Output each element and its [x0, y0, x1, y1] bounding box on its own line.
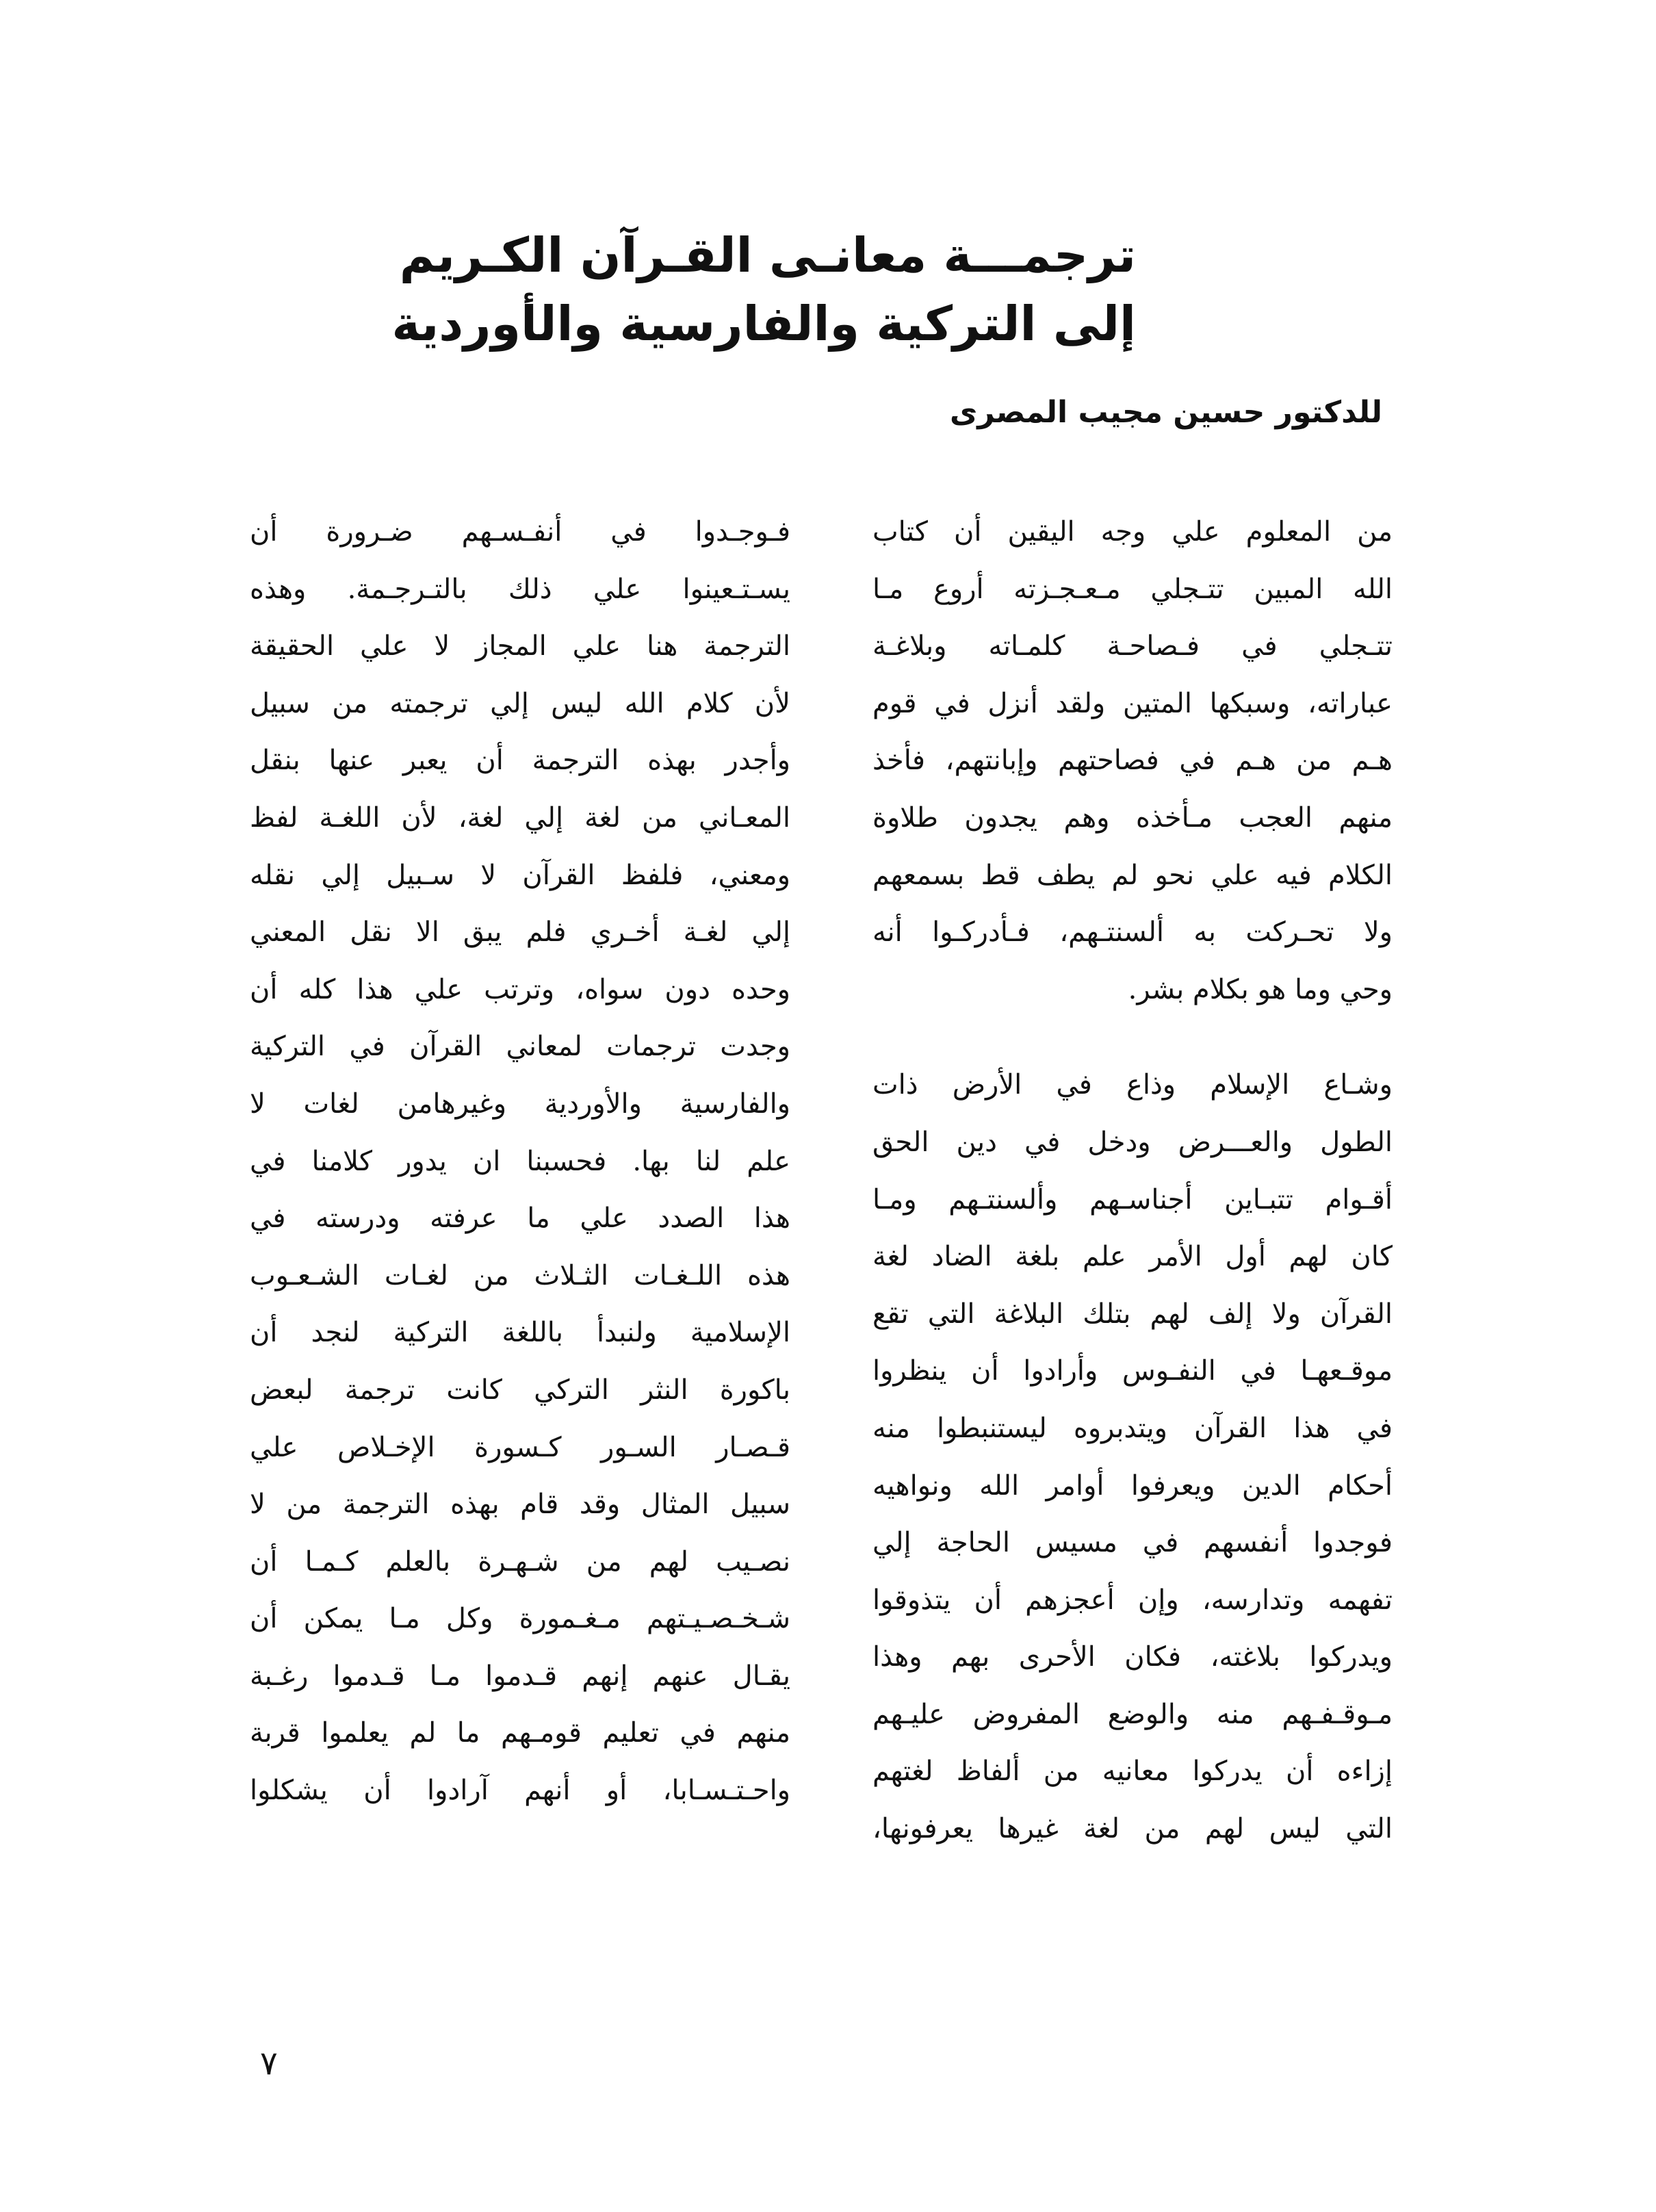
text-line: أحكام الدين ويعرفوا أوامر الله ونواهيه — [872, 1469, 1393, 1502]
text-line: في هذا القرآن ويتدبروه ليستنبطوا منه — [872, 1412, 1393, 1444]
text-line: التي ليس لهم من لغة غيرها يعرفونها، — [872, 1813, 1393, 1845]
text-line: واحـتـسـابا، أو أنهم آرادوا أن يشكلوا — [250, 1775, 790, 1807]
text-line: تتـجلي في فـصاحـة كلمـاته وبلاغـة — [872, 630, 1393, 663]
text-line: الطول والعـــرض ودخل في دين الحق — [872, 1126, 1393, 1158]
text-line: من المعلوم علي وجه اليقين أن كتاب — [872, 516, 1393, 548]
text-line: إلي لغـة أخـري فلم يبق الا نقل المعني — [250, 916, 790, 949]
text-line: سبيل المثال وقد قام بهذه الترجمة من لا — [250, 1489, 790, 1521]
text-line: إزاءه أن يدركوا معانيه من ألفاظ لغتهم — [872, 1756, 1393, 1788]
text-line: فوجدوا أنفسهم في مسيس الحاجة إلي — [872, 1527, 1393, 1559]
text-line: قـصـار السـور كـسورة الإخـلاص علي — [250, 1431, 790, 1463]
text-line: وشـاع الإسلام وذاع في الأرض ذات — [872, 1069, 1393, 1101]
text-line: تفهمه وتدارسه، وإن أعجزهم أن يتذوقوا — [872, 1584, 1393, 1616]
paragraph-spacer — [872, 1018, 1393, 1057]
text-line: هـم من هـم في فصاحتهم وإبانتهم، فأخذ — [872, 745, 1393, 777]
text-line: وحي وما هو بكلام بشر. — [1128, 973, 1393, 1005]
text-line: وأجدر بهذه الترجمة أن يعبر عنها بنقل — [250, 745, 790, 777]
text-line: ويدركوا بلاغته، فكان الأحرى بهم وهذا — [872, 1641, 1393, 1673]
text-line: وحده دون سواه، وترتب علي هذا كله أن — [250, 973, 790, 1005]
text-line: والفارسية والأوردية وغيرهامن لغات لا — [250, 1088, 790, 1120]
text-line: هذه اللـغـات الثـلاث من لغـات الشـعـوب — [250, 1259, 790, 1291]
page-number: ٧ — [260, 2044, 278, 2083]
paragraph-2 — [872, 1057, 1393, 1857]
text-line: ومعني، فلفظ القرآن لا سـبيل إلي نقله — [250, 859, 790, 891]
text-line: شـخـصـيـتهم مـغـمورة وكل مـا يمكن أن — [250, 1603, 790, 1635]
text-line: منهم في تعليم قومـهم ما لم يعلموا قربة — [250, 1717, 790, 1749]
paragraph-1 — [872, 504, 1393, 1018]
article-author: للدكتور حسين مجيب المصرى — [949, 395, 1382, 430]
text-line: ولا تحـركت به ألسنتـهم، فـأدركـوا أنه — [872, 916, 1393, 949]
text-line: لأن كلام الله ليس إلي ترجمته من سبيل — [250, 687, 790, 719]
article-title-line-1: ترجمـــة معانـى القـرآن الكـريم — [399, 227, 1136, 283]
text-line: عباراته، وسبكها المتين ولقد أنزل في قوم — [872, 687, 1393, 719]
text-column-left — [250, 504, 790, 1820]
text-line: المعـاني من لغة إلي لغة، لأن اللغـة لفظ — [250, 801, 790, 834]
text-line: القرآن ولا إلف لهم بتلك البلاغة التي تقع — [872, 1298, 1393, 1330]
text-line: الإسلامية ولنبدأ باللغة التركية لنجد أن — [250, 1317, 790, 1349]
text-line: الله المبين تتـجلي مـعـجـزته أروع مـا — [872, 573, 1393, 605]
text-column-right — [872, 504, 1393, 1858]
article-title-line-2: إلى التركية والفارسية والأوردية — [391, 296, 1136, 352]
text-line: موقـعهـا في النفـوس وأرادوا أن ينظروا — [872, 1355, 1393, 1387]
text-line: أقـوام تتبـاين أجناسـهم وألسنتـهم ومـا — [872, 1183, 1393, 1216]
text-line: وجدت ترجمات لمعاني القرآن في التركية — [250, 1031, 790, 1063]
text-line: يقـال عنهم إنهم قـدموا مـا قـدموا رغـبة — [250, 1660, 790, 1692]
text-line: هذا الصدد علي ما عرفته ودرسته في — [250, 1203, 790, 1235]
text-line: منهم العجب مـأخذه وهم يجدون طلاوة — [872, 801, 1393, 834]
text-line: فـوجـدوا في أنفـسـهم ضـرورة أن — [250, 516, 790, 548]
text-line: كان لهم أول الأمر علم بلغة الضاد لغة — [872, 1241, 1393, 1273]
text-line: باكورة النثر التركي كانت ترجمة لبعض — [250, 1374, 790, 1406]
text-line: يسـتـعينوا علي ذلك بالتـرجـمة. وهذه — [250, 573, 790, 605]
text-line: الكلام فيه علي نحو لم يطف قط بسمعهم — [872, 859, 1393, 891]
text-line: علم لنا بها. فحسبنا ان يدور كلامنا في — [250, 1145, 790, 1177]
text-line: مـوقـفـهم منه والوضع المفروض عليـهم — [872, 1698, 1393, 1730]
text-line: الترجمة هنا علي المجاز لا علي الحقيقة — [250, 630, 790, 663]
text-line: نصـيب لهم من شـهـرة بالعلم كـمـا أن — [250, 1545, 790, 1578]
